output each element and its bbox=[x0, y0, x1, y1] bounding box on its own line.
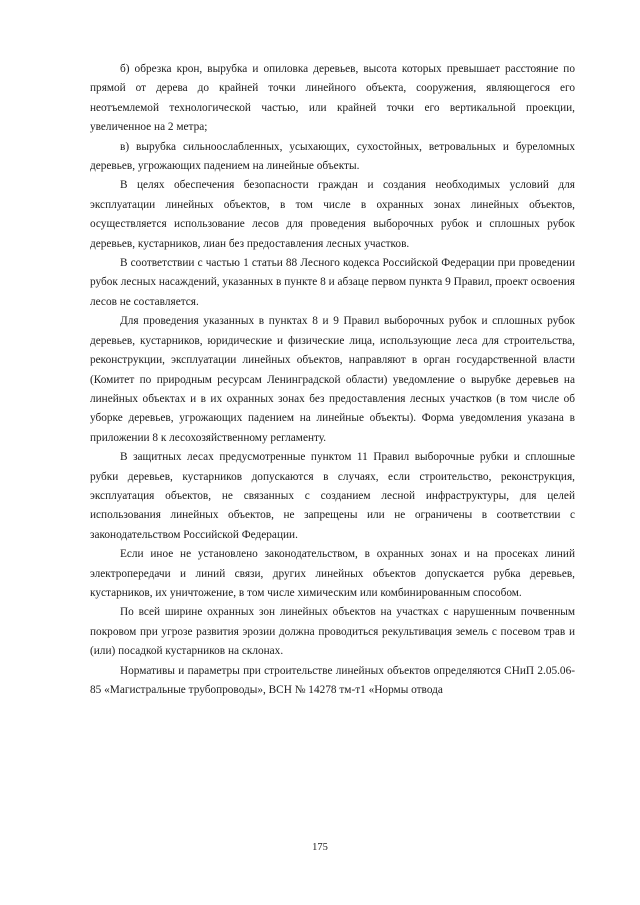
page-number: 175 bbox=[312, 842, 328, 853]
body-text bbox=[90, 60, 575, 700]
paragraph: б) обрезка крон, вырубка и опиловка деревьев, высота которых превышает расстояние по прямой от дерева до крайней точки линейного объекта, сооружения, являющегося его неотъемлемой технологической частью, или крайней точки его вертикальной проекции, увеличенное на 2 метра; bbox=[90, 63, 575, 134]
paragraph: Если иное не установлено законодательством, в охранных зонах и на просеках линий электропередачи и линий связи, других линейных объектов допускается рубка деревьев, кустарников, их уничтожение, в том числе химическим или комбинированным способом. bbox=[90, 548, 575, 599]
paragraph: В защитных лесах предусмотренные пунктом 11 Правил выборочные рубки и сплошные рубки деревьев, кустарников допускаются в случаях, если строительство, реконструкция, эксплуатация объектов, не связанных с созданием лесной инфраструктуры, для целей использования линейных объектов, не запрещены или не ограничены в соответствии с законодательством Российской Федерации. bbox=[90, 451, 575, 541]
paragraph: Нормативы и параметры при строительстве линейных объектов определяются СНиП 2.05.06-85 «Магистральные трубопроводы», ВСН № 14278 тм-т1 «Нормы отвода bbox=[90, 664, 575, 696]
paragraph: По всей ширине охранных зон линейных объектов на участках с нарушенным почвенным покровом при угрозе развития эрозии должна проводиться рекультивация земель с посевом трав и (или) посадкой кустарников на склонах. bbox=[90, 606, 575, 658]
paragraph: В соответствии с частью 1 статьи 88 Лесного кодекса Российской Федерации при проведении рубок лесных насаждений, указанных в пункте 8 и абзаце первом пункта 9 Правил, проект освоения лесов не составляется. bbox=[90, 257, 575, 308]
paragraph: в) вырубка сильноослабленных, усыхающих, сухостойных, ветровальных и буреломных деревьев, угрожающих падением на линейные объекты. bbox=[90, 140, 575, 173]
paragraph: Для проведения указанных в пунктах 8 и 9 Правил выборочных рубок и сплошных рубок деревьев, кустарников, юридические и физические лица, использующие леса для строительства, реконструкции, эксплуатации линейных объектов, направляют в орган государственной власти (Комитет по природным ресурсам Ленинградской области) уведомление о вырубке деревьев на линейных объектах и в их охранных зонах без предоставления лесных участков (в том числе об уборке деревьев, угрожающих падением на линейные объекты). Форма уведомления указана в приложении 8 к лесохозяйственному регламенту. bbox=[90, 315, 575, 444]
paragraph: В целях обеспечения безопасности граждан и создания необходимых условий для эксплуатации линейных объектов, в том числе в охранных зонах линейных объектов, осуществляется использование лесов для проведения выборочных рубок и сплошных рубок деревьев, кустарников, лиан без предоставления лесных участков. bbox=[90, 179, 575, 250]
